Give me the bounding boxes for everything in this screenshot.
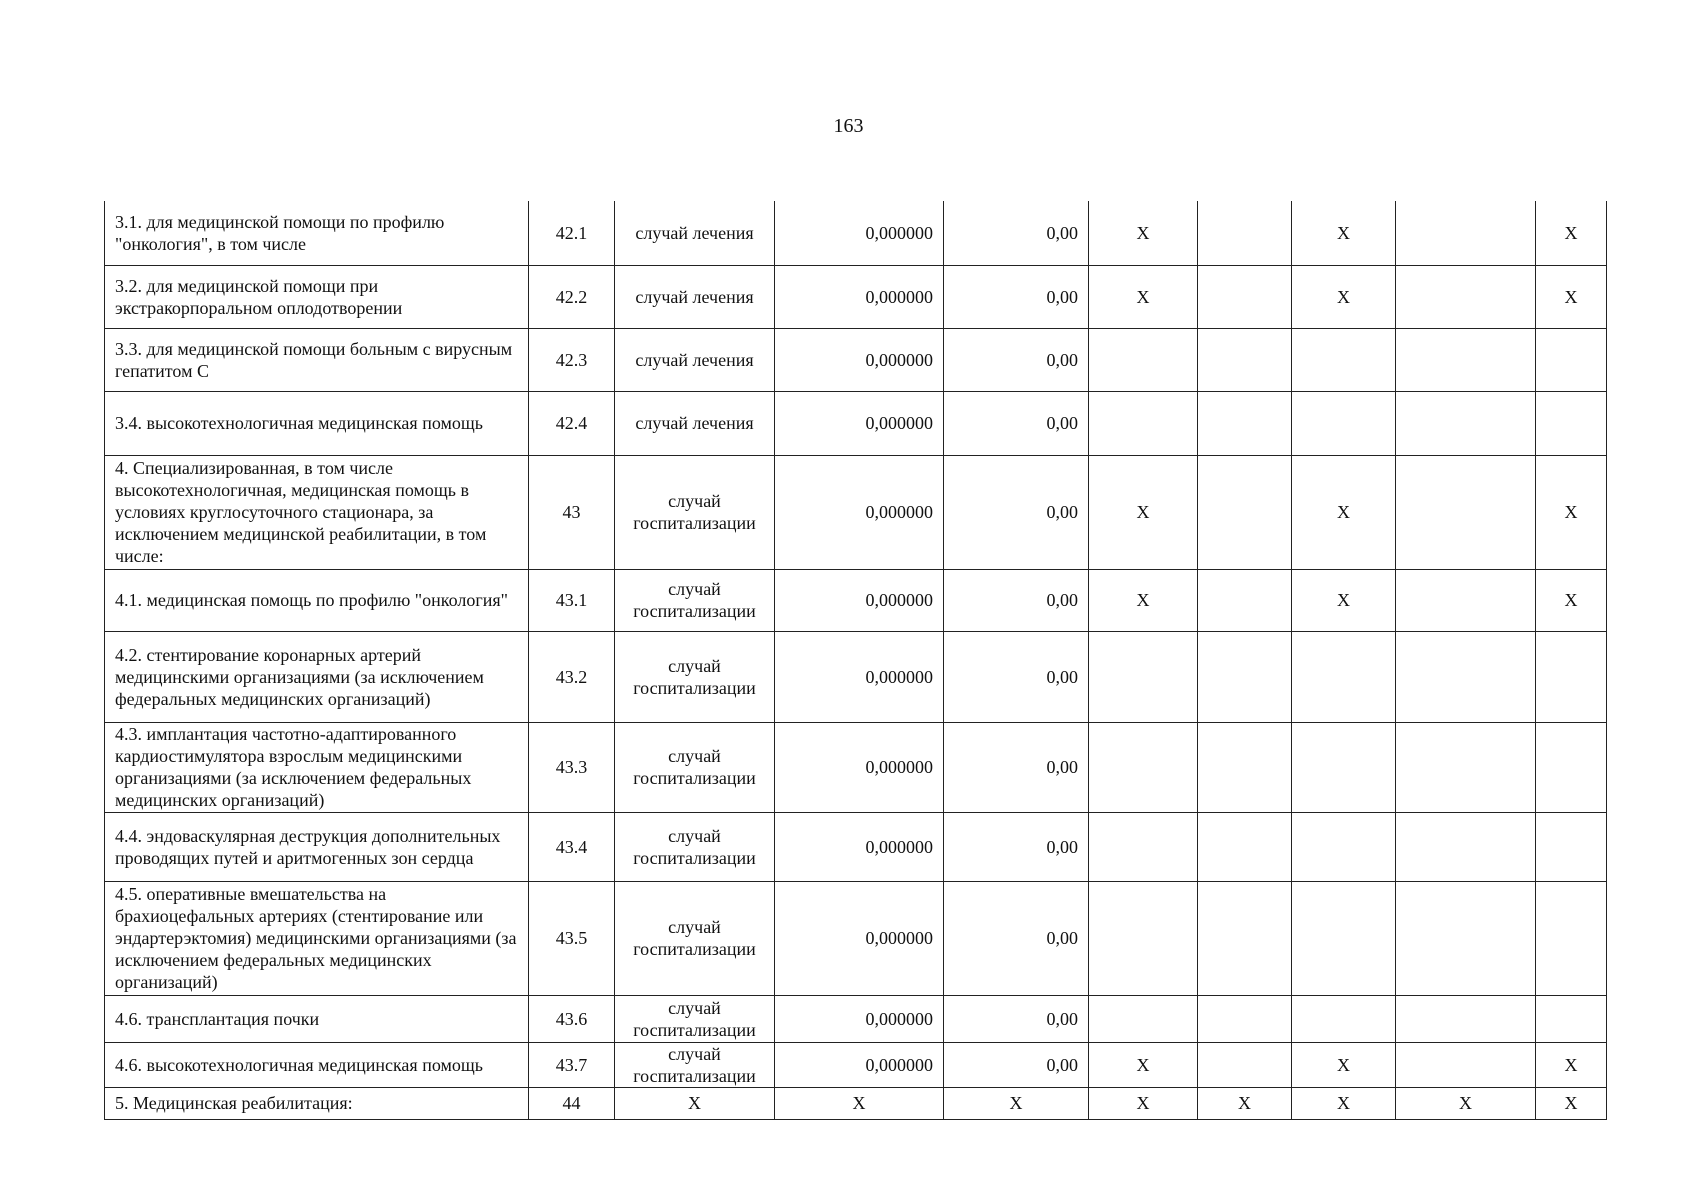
- row-value-cell: 0,000000: [775, 812, 944, 881]
- row-col10-cell: X: [1536, 201, 1607, 265]
- row-col9-cell: [1396, 881, 1536, 995]
- row-code-cell: 42.1: [529, 201, 615, 265]
- row-col8-cell: X: [1292, 1042, 1396, 1087]
- row-value-cell: 0,000000: [775, 881, 944, 995]
- row-code-cell: 43.5: [529, 881, 615, 995]
- data-table: [104, 201, 1607, 1120]
- row-col6-cell: X: [1089, 265, 1198, 328]
- row-col7-cell: [1198, 1042, 1292, 1087]
- row-col9-cell: [1396, 201, 1536, 265]
- row-amount-cell: 0,00: [944, 881, 1089, 995]
- row-col8-cell: X: [1292, 201, 1396, 265]
- row-col10-cell: X: [1536, 1087, 1607, 1119]
- row-unit-cell: случай госпитализации: [615, 881, 775, 995]
- row-value-cell: 0,000000: [775, 569, 944, 631]
- row-col7-cell: [1198, 328, 1292, 391]
- row-col6-cell: X: [1089, 201, 1198, 265]
- row-value-cell: X: [775, 1087, 944, 1119]
- row-col9-cell: [1396, 722, 1536, 812]
- row-col7-cell: [1198, 995, 1292, 1042]
- row-col9-cell: [1396, 391, 1536, 455]
- row-col9-cell: [1396, 265, 1536, 328]
- row-amount-cell: 0,00: [944, 328, 1089, 391]
- row-col8-cell: X: [1292, 265, 1396, 328]
- row-col10-cell: X: [1536, 569, 1607, 631]
- row-name-cell: 3.4. высокотехнологичная медицинская помощь: [105, 391, 529, 455]
- row-col7-cell: [1198, 722, 1292, 812]
- row-unit-cell: случай лечения: [615, 265, 775, 328]
- row-unit-cell: случай госпитализации: [615, 455, 775, 569]
- row-col7-cell: [1198, 881, 1292, 995]
- row-value-cell: 0,000000: [775, 722, 944, 812]
- row-amount-cell: X: [944, 1087, 1089, 1119]
- row-col10-cell: [1536, 722, 1607, 812]
- row-value-cell: 0,000000: [775, 201, 944, 265]
- row-col9-cell: [1396, 1042, 1536, 1087]
- row-col6-cell: [1089, 995, 1198, 1042]
- row-name-cell: 4.1. медицинская помощь по профилю "онкология": [105, 569, 529, 631]
- row-col10-cell: [1536, 812, 1607, 881]
- row-col10-cell: X: [1536, 265, 1607, 328]
- row-col9-cell: [1396, 569, 1536, 631]
- row-amount-cell: 0,00: [944, 569, 1089, 631]
- table-row: [105, 455, 1607, 569]
- row-value-cell: 0,000000: [775, 995, 944, 1042]
- row-unit-cell: случай госпитализации: [615, 1042, 775, 1087]
- row-value-cell: 0,000000: [775, 455, 944, 569]
- table-row: [105, 569, 1607, 631]
- row-col8-cell: X: [1292, 1087, 1396, 1119]
- row-value-cell: 0,000000: [775, 328, 944, 391]
- row-unit-cell: X: [615, 1087, 775, 1119]
- row-col6-cell: [1089, 631, 1198, 722]
- row-name-cell: 3.1. для медицинской помощи по профилю "онкология", в том числе: [105, 201, 529, 265]
- row-col8-cell: [1292, 722, 1396, 812]
- row-col8-cell: [1292, 995, 1396, 1042]
- row-unit-cell: случай лечения: [615, 328, 775, 391]
- row-col8-cell: [1292, 631, 1396, 722]
- row-col7-cell: [1198, 631, 1292, 722]
- row-col10-cell: [1536, 631, 1607, 722]
- row-value-cell: 0,000000: [775, 391, 944, 455]
- table-row: [105, 1042, 1607, 1087]
- table-row: [105, 391, 1607, 455]
- row-unit-cell: случай госпитализации: [615, 569, 775, 631]
- row-code-cell: 43.4: [529, 812, 615, 881]
- row-col6-cell: [1089, 722, 1198, 812]
- row-col10-cell: [1536, 328, 1607, 391]
- row-unit-cell: случай лечения: [615, 391, 775, 455]
- row-col7-cell: [1198, 812, 1292, 881]
- row-value-cell: 0,000000: [775, 265, 944, 328]
- row-col6-cell: [1089, 881, 1198, 995]
- row-col6-cell: [1089, 328, 1198, 391]
- row-unit-cell: случай госпитализации: [615, 722, 775, 812]
- row-value-cell: 0,000000: [775, 631, 944, 722]
- row-col6-cell: [1089, 391, 1198, 455]
- row-code-cell: 42.2: [529, 265, 615, 328]
- row-amount-cell: 0,00: [944, 631, 1089, 722]
- row-unit-cell: случай госпитализации: [615, 812, 775, 881]
- row-unit-cell: случай госпитализации: [615, 995, 775, 1042]
- row-name-cell: 4.6. высокотехнологичная медицинская помощь: [105, 1042, 529, 1087]
- row-col8-cell: [1292, 391, 1396, 455]
- row-code-cell: 43: [529, 455, 615, 569]
- row-col10-cell: X: [1536, 1042, 1607, 1087]
- row-amount-cell: 0,00: [944, 201, 1089, 265]
- row-amount-cell: 0,00: [944, 265, 1089, 328]
- row-amount-cell: 0,00: [944, 995, 1089, 1042]
- table-row: [105, 328, 1607, 391]
- row-name-cell: 4.2. стентирование коронарных артерий медицинскими организациями (за исключением федеральных медицинских организаций): [105, 631, 529, 722]
- row-unit-cell: случай госпитализации: [615, 631, 775, 722]
- row-code-cell: 42.3: [529, 328, 615, 391]
- row-col6-cell: X: [1089, 569, 1198, 631]
- row-amount-cell: 0,00: [944, 455, 1089, 569]
- row-col10-cell: [1536, 391, 1607, 455]
- row-name-cell: 4.3. имплантация частотно-адаптированного кардиостимулятора взрослым медицинскими организациями (за исключением федеральных медицинских организаций): [105, 722, 529, 812]
- table-row: [105, 265, 1607, 328]
- row-col9-cell: [1396, 631, 1536, 722]
- row-col6-cell: X: [1089, 1087, 1198, 1119]
- table-row: [105, 1087, 1607, 1119]
- row-col7-cell: [1198, 201, 1292, 265]
- row-code-cell: 42.4: [529, 391, 615, 455]
- row-unit-cell: случай лечения: [615, 201, 775, 265]
- row-value-cell: 0,000000: [775, 1042, 944, 1087]
- row-code-cell: 43.2: [529, 631, 615, 722]
- row-col6-cell: [1089, 812, 1198, 881]
- row-col8-cell: X: [1292, 569, 1396, 631]
- row-name-cell: 3.3. для медицинской помощи больным с вирусным гепатитом С: [105, 328, 529, 391]
- row-col10-cell: [1536, 881, 1607, 995]
- table-row: [105, 995, 1607, 1042]
- row-col6-cell: X: [1089, 1042, 1198, 1087]
- row-code-cell: 43.7: [529, 1042, 615, 1087]
- row-col8-cell: [1292, 328, 1396, 391]
- row-name-cell: 3.2. для медицинской помощи при экстракорпоральном оплодотворении: [105, 265, 529, 328]
- row-col10-cell: [1536, 995, 1607, 1042]
- row-col9-cell: [1396, 812, 1536, 881]
- row-col10-cell: X: [1536, 455, 1607, 569]
- row-col8-cell: [1292, 812, 1396, 881]
- row-code-cell: 43.6: [529, 995, 615, 1042]
- row-name-cell: 4. Специализированная, в том числе высокотехнологичная, медицинская помощь в условиях круглосуточного стационара, за исключением медицинской реабилитации, в том числе:: [105, 455, 529, 569]
- row-code-cell: 43.3: [529, 722, 615, 812]
- row-col7-cell: [1198, 391, 1292, 455]
- table-row: [105, 631, 1607, 722]
- table-row: [105, 881, 1607, 995]
- row-col7-cell: X: [1198, 1087, 1292, 1119]
- row-code-cell: 44: [529, 1087, 615, 1119]
- row-amount-cell: 0,00: [944, 722, 1089, 812]
- table-row: [105, 201, 1607, 265]
- row-name-cell: 4.4. эндоваскулярная деструкция дополнительных проводящих путей и аритмогенных зон сердца: [105, 812, 529, 881]
- row-amount-cell: 0,00: [944, 1042, 1089, 1087]
- row-name-cell: 4.5. оперативные вмешательства на брахиоцефальных артериях (стентирование или эндартерэктомия) медицинскими организациями (за исключением федеральных медицинских организаций): [105, 881, 529, 995]
- row-code-cell: 43.1: [529, 569, 615, 631]
- row-name-cell: 5. Медицинская реабилитация:: [105, 1087, 529, 1119]
- row-name-cell: 4.6. трансплантация почки: [105, 995, 529, 1042]
- row-col6-cell: X: [1089, 455, 1198, 569]
- row-col9-cell: [1396, 328, 1536, 391]
- table-row: [105, 812, 1607, 881]
- row-amount-cell: 0,00: [944, 391, 1089, 455]
- row-col7-cell: [1198, 265, 1292, 328]
- page-number: 163: [833, 115, 864, 137]
- row-col7-cell: [1198, 455, 1292, 569]
- row-col8-cell: [1292, 881, 1396, 995]
- row-col9-cell: [1396, 995, 1536, 1042]
- row-col9-cell: X: [1396, 1087, 1536, 1119]
- table-row: [105, 722, 1607, 812]
- row-col8-cell: X: [1292, 455, 1396, 569]
- row-col7-cell: [1198, 569, 1292, 631]
- row-amount-cell: 0,00: [944, 812, 1089, 881]
- row-col9-cell: [1396, 455, 1536, 569]
